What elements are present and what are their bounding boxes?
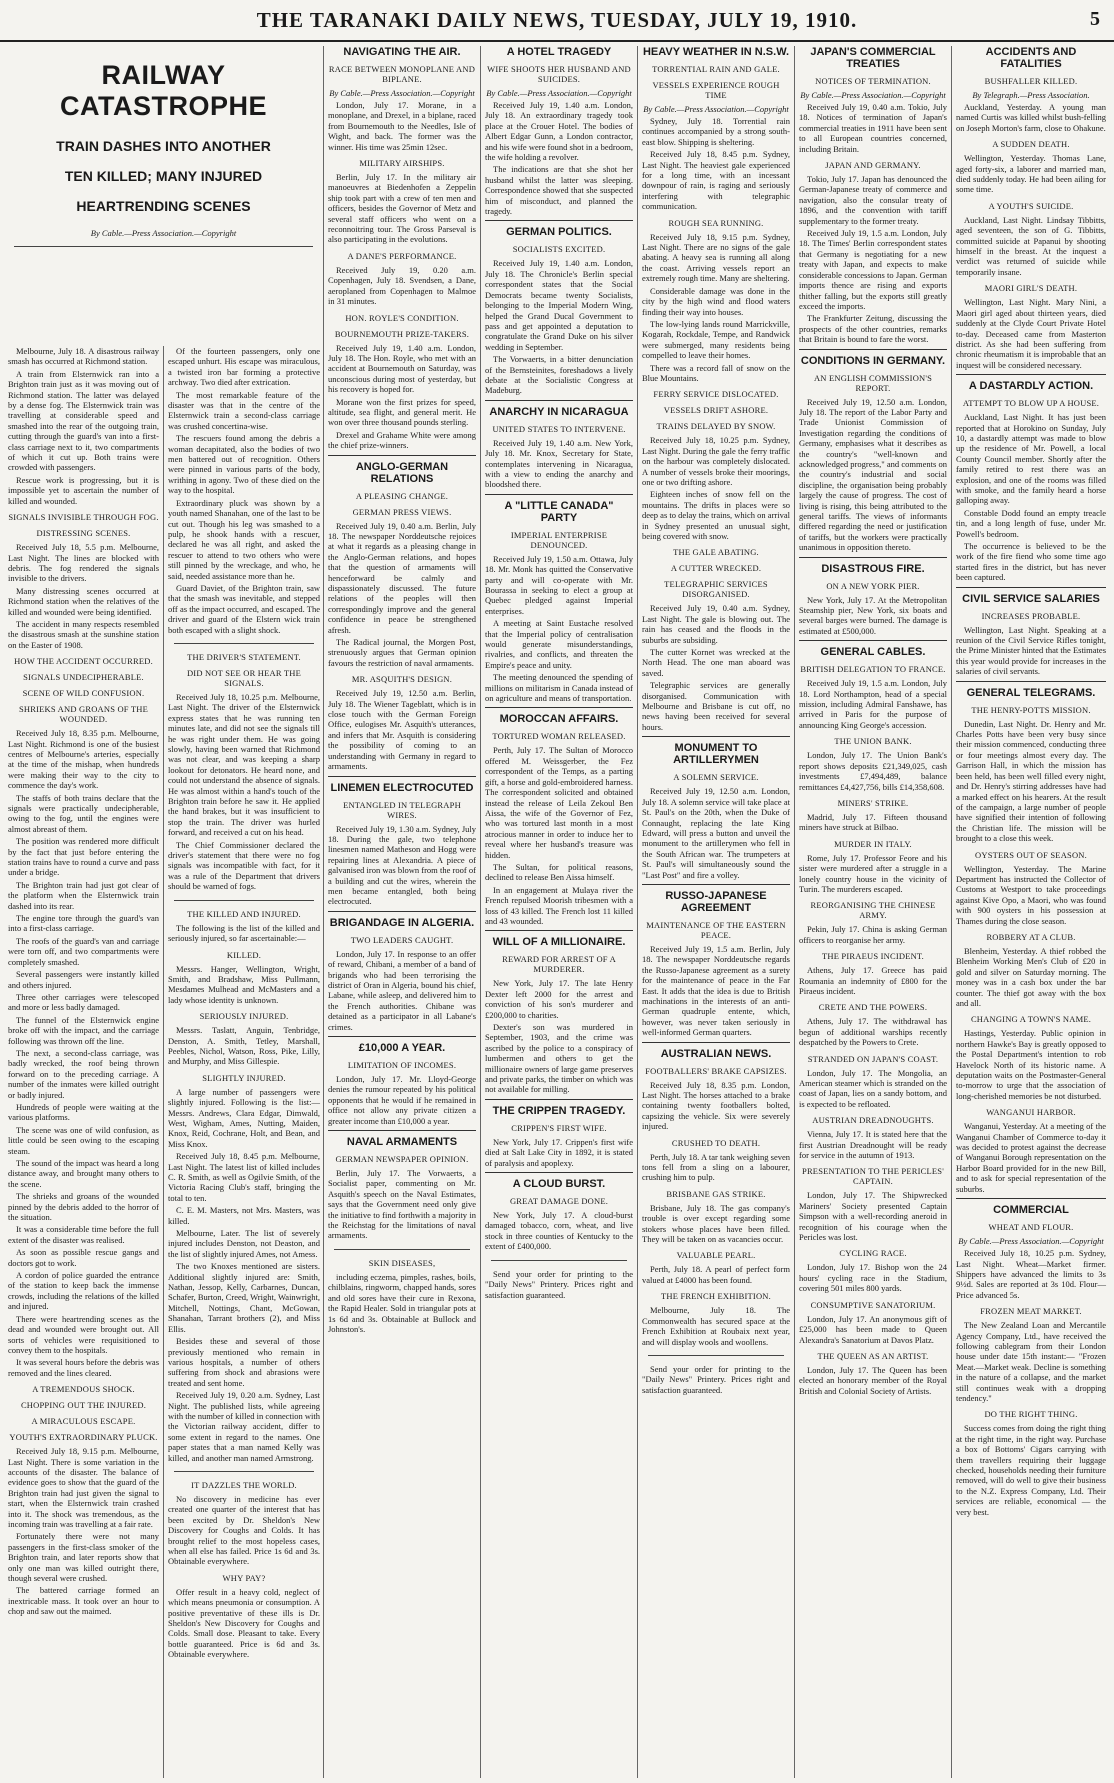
article-paragraph: Received July 18, 10.25 p.m. Sydney, Last Night. During the gale the ferry traffic on the harbour was completely dislocated. A number of vessels broke their moorings, one or two drifting ashore. <box>642 435 790 487</box>
article-paragraph: Received July 19, 0.40 a.m. Sydney, Last Night. The gale is blowing out. The rain has ceased and the floods in the suburbs are subsiding. <box>642 603 790 645</box>
subheading: SIGNALS INVISIBLE THROUGH FOG. <box>8 512 159 523</box>
article-paragraph: The two Knoxes mentioned are sisters. Additional slightly injured are: Smith, Nathan, Jessop, Kelly, Carbarnes, Duncan, Schafer, Burton, Creed, Wright, Wainwright, Mitchell, Nottings, Chant, McGowan, Shanahan, Tarrant brothers (2), and Miss Ellis. <box>168 1261 320 1334</box>
subheading: THE KILLED AND INJURED. <box>187 908 301 919</box>
article-paragraph: The meeting denounced the spending of millions on militarism in Canada instead of on agriculture and means of transportation. <box>485 672 633 704</box>
article-paragraph: Received July 19, 1.30 a.m. Sydney, July 18. During the gale, two telephone linesmen named Matheson and Hogg were repairing lines at Alexandria. A piece of galvanised iron was blown from the roof of a building and cut the wires, wherein the men became entangled, both being electrocuted. <box>328 823 476 907</box>
subheading: MAINTENANCE OF THE EASTERN PEACE. <box>646 919 786 940</box>
subheading: TORRENTIAL RAIN AND GALE. <box>652 64 780 74</box>
subheading: CRUSHED TO DEATH. <box>671 1137 761 1148</box>
article-paragraph: A meeting at Saint Eustache resolved that the Imperial policy of centralisation would generate misunderstandings, rivalries, and conflicts, and threaten the Empire's peace and unity. <box>485 618 633 670</box>
subheading: TWO LEADERS CAUGHT. <box>350 934 454 945</box>
article-paragraph: Athens, July 17. Greece has paid Roumania an indemnity of £800 for the Piraeus incident. <box>799 965 947 996</box>
headline: NAVAL ARMAMENTS <box>328 1130 476 1148</box>
subheading: HON. ROYLE'S CONDITION. <box>345 312 459 323</box>
article-paragraph: London, July 17. The Shipwrecked Mariners' Society presented Captain Simpson with a well-recording aneroid in recognition of his courage when the Pericles was lost. <box>799 1190 947 1243</box>
column-7 <box>952 46 1110 1778</box>
article-paragraph: Rescue work is progressing, but it is impossible yet to ascertain the number of killed and wounded. <box>8 474 159 506</box>
article-paragraph: The following is the list of the killed and seriously injured, so far ascertainable:— <box>168 922 320 944</box>
article-paragraph: Received July 18, 8.45 p.m. Melbourne, Last Night. The latest list of killed includes C. R. Smith, as well as Ogilvie Smith, of the Victoria Racing Club's staff, bringing the total to ten. <box>168 1151 320 1203</box>
article-paragraph: The Vorwaerts, in a bitter denunciation of the Bernsteinites, foreshadows a lively debate at the Socialistic Congress at Madeburg. <box>485 354 633 396</box>
article-paragraph: Received July 19, 0.40 a.m. Tokio, July 18. Notices of termination of Japan's commercial treaties in 1911 have been sent to all European countries concerned, including Britain. <box>799 102 947 154</box>
subheading: MINERS' STRIKE. <box>837 797 909 808</box>
headline: DISASTROUS FIRE. <box>799 557 947 575</box>
subheading: CHOPPING OUT THE INJURED. <box>20 1400 147 1411</box>
subheading: LIMITATION OF INCOMES. <box>347 1060 457 1070</box>
subheading: SIGNALS UNDECIPHERABLE. <box>23 672 144 683</box>
railway-column <box>4 46 324 1778</box>
article-paragraph: Besides these and several of those previously mentioned who remain in various hospitals, a number of others suffering from shock and abrasions were treated and sent home. <box>168 1336 320 1388</box>
article-paragraph: It was several hours before the debris was removed and the lines cleared. <box>8 1357 159 1378</box>
subheading: STRANDED ON JAPAN'S COAST. <box>807 1053 939 1064</box>
subheading: AN ENGLISH COMMISSION'S REPORT. <box>813 372 933 393</box>
article-paragraph: Auckland, Last Night. It has just been reported that at Horokino on Sunday, July 10, a dastardly attempt was made to blow up the residence of Mr. Powell, a local County Council member. Shortly after the family retired to rest there was an explosion, and one of the rooms was filled with smoke, and the family heard a horse galloping away. <box>956 412 1106 506</box>
article-paragraph: The battered carriage formed an inextricable mass. It took over an hour to chop and saw out the maimed. <box>8 1585 159 1617</box>
article-paragraph: Received July 19, 1.40 a.m. London, July 18. The Hon. Royle, who met with an accident at Bournemouth on Saturday, was unconscious during most of yesterday, but his recovery is hoped for. <box>328 342 476 395</box>
article-paragraph: Received July 19, 1.5 a.m. London, July 18. Lord Northampton, head of a special mission, including Admiral Fanshawe, has arrived in Paris for the purpose of announcing King George's accession. <box>799 678 947 730</box>
subheading: JAPAN AND GERMANY. <box>825 160 921 171</box>
headline: ACCIDENTS AND FATALITIES <box>985 46 1077 70</box>
subheading: DISTRESSING SCENES. <box>36 528 131 539</box>
article-paragraph: The Sultan, for political reasons, declined to release Ben Aissa himself. <box>485 861 633 883</box>
subheading: ENTANGLED IN TELEGRAPH WIRES. <box>343 799 461 820</box>
railway-deck-3: HEARTRENDING SCENES <box>76 198 251 214</box>
advert-text: Offer result in a heavy cold, neglect of which means pneumonia or consumption. A positive preventative of these ills is Dr. Sheldon's New Discovery for Coughs and Colds. Small dose. Pleasant to take. Every bottle guaranteed. Price is 6d and 3s. Obtainable everywhere. <box>168 1586 320 1660</box>
article-paragraph: The sound of the impact was heard a long distance away, and brought many others to the scene. <box>8 1158 159 1189</box>
article-paragraph: The Frankfurter Zeitung, discussing the prospects of the other countries, remarks that Britain is bound to fare the worst. <box>799 313 947 345</box>
subheading: ATTEMPT TO BLOW UP A HOUSE. <box>962 398 1100 409</box>
subheading: REORGANISING THE CHINESE ARMY. <box>810 900 936 921</box>
headline: THE CRIPPEN TRAGEDY. <box>485 1099 633 1117</box>
article-paragraph: Wellington, Yesterday. Thomas Lane, aged forty-six, a laborer and married man, died suddenly today. He had been ailing for some time. <box>956 153 1106 195</box>
subheading: MR. ASQUITH'S DESIGN. <box>351 674 453 685</box>
article-paragraph: Received July 19, 1.40 a.m. London, July 18. An extraordinary tragedy took place at the Crouer Hotel. The bodies of Albert Edgar Gunn, a London contractor, and his wife were found shot in a bedroom, the wife holding a revolver. <box>485 100 633 163</box>
cable-credit: By Cable.—Press Association.—Copyright <box>800 90 946 100</box>
headline: CIVIL SERVICE SALARIES <box>956 587 1106 605</box>
headline: JAPAN'S COMMERCIAL TREATIES <box>810 46 936 70</box>
article-paragraph: Wanganui, Yesterday. At a meeting of the Wanganui Chamber of Commerce to-day it was decided to protest against the decrease of Wanganui Borough representation on the Harbor Board provided for in the new Bill, and to ask for special representation of the suburbs. <box>956 1121 1106 1194</box>
article-paragraph: Received July 19, 1.5 a.m. Berlin, July 18. The newspaper Norddeutsche regards the Russo-Japanese agreement as a surety for the maintenance of peace in the Far East. It adds that the idea is due to British machinations in the interests of an anti-German quadruple entente, which, however, was never taken seriously in well-informed German quarters. <box>642 943 790 1038</box>
subheading: PRESENTATION TO THE PERICLES' CAPTAIN. <box>802 1166 944 1187</box>
subheading: OYSTERS OUT OF SEASON. <box>975 849 1087 860</box>
article-paragraph: Messrs. Taslatt, Anguin, Tenbridge, Denston, A. Smith, Tetley, Marshall, Peebles, Nichol, Watson, Ross, Pike, Lilly, and Murphy, and Miss Gillespie. <box>168 1025 320 1067</box>
subheading: SHRIEKS AND GROANS OF THE WOUNDED. <box>18 704 149 725</box>
subheading: DID NOT SEE OR HEAR THE SIGNALS. <box>186 667 302 688</box>
article-paragraph: Received July 18, 5.5 p.m. Melbourne, Last Night. The lines are blocked with debris. The fog rendered the signals invisible to the drivers. <box>8 542 159 584</box>
subheading: ROUGH SEA RUNNING. <box>668 217 764 228</box>
article-paragraph: The indications are that she shot her husband whilst the latter was sleeping. Correspondence showed that she suspected him of misconduct, and planned the tragedy. <box>485 164 633 217</box>
article-paragraph: Received July 19, 12.50 a.m. Berlin, July 18. The Wiener Tageblatt, which is in close touch with the German Foreign Office, eulogises Mr. Asquith's utterances, and infers that Mr. Asquith is considering the possibility of coming to an understanding with Germany in regard to armaments. <box>328 688 476 772</box>
article-paragraph: Received July 18, 8.45 p.m. Sydney, Last Night. The heaviest gale experienced for a long time, with an incessant downpour of rain, is raging and seriously interfering with telegraphic communication. <box>642 149 790 212</box>
cable-credit: By Cable.—Press Association.—Copyright <box>329 88 475 98</box>
railway-deck-1: TRAIN DASHES INTO ANOTHER <box>56 138 271 154</box>
article-paragraph: Received July 19, 1.40 a.m. London, July 18. The Chronicle's Berlin special correspondent states that the Social Democrats became twenty Socialists, belonging to the Imperial Modern Wing, helped the Grand Ducal Government to pass and get appointed a deputation to congratulate the Grand Duke on his silver wedding in September. <box>485 258 633 352</box>
column-6 <box>795 46 952 1778</box>
article-paragraph: In an engagement at Mulaya river the French repulsed Moorish tribesmen with a loss of 43 killed. The French lost 11 killed and 43 wounded. <box>485 884 633 926</box>
article-paragraph: Many distressing scenes occurred at Richmond station when the relatives of the killed and wounded were being identified. <box>8 585 159 617</box>
article-paragraph: Considerable damage was done in the city by the high wind and flood waters finding their way into houses. <box>642 285 790 317</box>
article-paragraph: London, July 17. Morane, in a monoplane, and Drexel, in a biplane, raced from Bournemouth to the Needles, Isle of Wight, and back. The former was the winner. His time was 25min 12sec. <box>328 100 476 152</box>
article-paragraph: The accident in many respects resembled the disastrous smash at the sunshine station on the Easter of 1908. <box>8 618 159 650</box>
article-paragraph: Perth, July 18. A tar tank weighing seven tons fell from a sling on a labourer, crushing him to pulp. <box>642 1151 790 1183</box>
article-paragraph: Of the fourteen passengers, only one escaped unhurt. His escape was miraculous, a twisted iron bar forming a protective archway. Two died after extrication. <box>168 346 320 388</box>
headline: HEAVY WEATHER IN N.S.W. <box>642 46 790 58</box>
article-paragraph: Received July 19, 1.5 a.m. London, July 18. The Times' Berlin correspondent states that Germany is negotiating for a new treaty with Japan, and expects to make considerable concessions to Japan. German imports thence are rising and exports thither falling, but the exports still greatly exceed the imports. <box>799 228 947 311</box>
railway-column-right <box>164 346 324 1778</box>
article-paragraph: The occurrence is believed to be the work of the fire fiend who some time ago started fires in the district, but has never been captured. <box>956 541 1106 583</box>
subheading: BRITISH DELEGATION TO FRANCE. <box>800 664 946 675</box>
article-paragraph: Guard Daviet, of the Brighton train, saw that the smash was inevitable, and stepped off as the impact occurred, and escaped. The driver and guard of the Elstern wick train both escaped with a slight shock. <box>168 582 320 635</box>
article-paragraph: London, July 17. Mr. Lloyd-George denies the rumour repeated by his political opponents that he would if he remained in office not allow any private citizen a greater income than £10,000 a year. <box>328 1074 476 1126</box>
divider <box>648 1355 784 1356</box>
divider <box>174 1471 314 1472</box>
subheading: GREAT DAMAGE DONE. <box>509 1196 609 1207</box>
subheading: A SUDDEN DEATH. <box>992 139 1070 150</box>
subheading: SLIGHTLY INJURED. <box>202 1072 286 1083</box>
article-paragraph: Berlin, July 17. The Vorwaerts, a Socialist paper, commenting on Mr. Asquith's speech on the Naval Estimates, says that the Government need only give the initiative to find forthwith a majority in the Reichstag for the limitations of naval armaments. <box>328 1168 476 1241</box>
subheading: TORTURED WOMAN RELEASED. <box>492 731 626 742</box>
article-paragraph: Athens, July 17. The withdrawal has begun of additional warships recently despatched by the Powers to Crete. <box>799 1016 947 1048</box>
subheading: YOUTH'S EXTRAORDINARY PLUCK. <box>9 1432 158 1443</box>
subheading: THE DRIVER'S STATEMENT. <box>187 651 301 662</box>
railway-headline: RAILWAY CATASTROPHE <box>60 60 267 121</box>
article-paragraph: Sydney, July 18. Torrential rain continues accompanied by a strong south-east blow. Shipping is sheltering. <box>642 116 790 147</box>
subheading: A DANE'S PERFORMANCE. <box>347 250 457 261</box>
headline: £10,000 A YEAR. <box>328 1036 476 1054</box>
divider <box>174 900 314 901</box>
subheading: CHANGING A TOWN'S NAME. <box>970 1014 1092 1025</box>
article-paragraph: As soon as possible rescue gangs and doctors got to work. <box>8 1247 159 1268</box>
cable-credit: By Cable.—Press Association.—Copyright <box>643 104 789 114</box>
article-paragraph: There were heartrending scenes as the dead and wounded were brought out. All sorts of vehicles were requisitioned to convey them to the hospitals. <box>8 1313 159 1355</box>
article-paragraph: Received July 18, 9.15 p.m. Melbourne, Last Night. There is some variation in the accounts of the disaster. The balance of evidence goes to show that the guard of the Brighton train had just given the signal to start, when the Elsternwick train crashed into it. The shock was tremendous, as the incoming train was travelling at a fair rate. <box>8 1446 159 1529</box>
article-paragraph: Several passengers were instantly killed and others injured. <box>8 969 159 990</box>
subheading: UNITED STATES TO INTERVENE. <box>492 423 626 434</box>
article-paragraph: Received July 18, 8.35 p.m. London, Last Night. The horses attached to a brake containing twenty footballers bolted, capsizing the vehicle. Six were severely injured. <box>642 1079 790 1132</box>
subheading: ON A NEW YORK PIER. <box>826 580 920 591</box>
article-paragraph: The cutter Kornet was wrecked at the North Head. The one man aboard was saved. <box>642 647 790 678</box>
headline: CONDITIONS IN GERMANY. <box>799 349 947 367</box>
article-paragraph: It was a considerable time before the full extent of the disaster was realised. <box>8 1224 159 1245</box>
subheading: KILLED. <box>226 949 262 960</box>
article-paragraph: London, July 17. Bishop won the 24 hours' cycling race in the Stadium, covering 501 miles 800 yards. <box>799 1262 947 1294</box>
article-paragraph: The rescuers found among the debris a woman decapitated, also the bodies of two men battered out of recognition. Others were pinned in various parts of the body, writhing in agony. Two of these died on the way to the hospital. <box>168 433 320 496</box>
headline: MONUMENT TO ARTILLERYMEN <box>642 736 790 766</box>
article-paragraph: The roofs of the guard's van and carriage were torn off, and two compartments were completely smashed. <box>8 935 159 967</box>
subheading: GERMAN NEWSPAPER OPINION. <box>335 1154 469 1165</box>
article-paragraph: The funnel of the Elsternwick engine broke off with the impact, and the carriage following was thrown off the line. <box>8 1014 159 1046</box>
headline: ANARCHY IN NICARAGUA <box>485 400 633 418</box>
article-paragraph: Success comes from doing the right thing at the right time, in the right way. Purchase a box of Bottoms' Cigars carrying with them travellers requiring their luggage checked, households needing their furniture removed, will do well to give their business to the N.Z. Express Company, Ltd. Their services are reliable, economical — the very best. <box>956 1423 1106 1517</box>
subheading: BUSHFALLER KILLED. <box>984 76 1078 86</box>
page-number: 5 <box>1090 8 1100 30</box>
article-paragraph: The staffs of both trains declare that the signals were practically undecipherable, owing to the fog, until the engines were almost abreast of them. <box>8 792 159 834</box>
headline: WILL OF A MILLIONAIRE. <box>485 930 633 948</box>
headline: AUSTRALIAN NEWS. <box>642 1042 790 1060</box>
article-paragraph: Dexter's son was murdered in September, 1903, and the crime was ascribed by the police to a conspiracy of lumbermen and others to get the millionaire owners of large game preserves and private parks, the timber on which was not available for milling. <box>485 1022 633 1095</box>
headline: GENERAL CABLES. <box>799 640 947 658</box>
article-paragraph: The low-lying lands round Marrickville, Kogarah, Rockdale, Tempe, and Randwick were submerged, many residents being compelled to leave their homes. <box>642 318 790 361</box>
subheading: IMPERIAL ENTERPRISE DENOUNCED. <box>510 529 608 550</box>
article-paragraph: The next, a second-class carriage, was badly wrecked, the roof being thrown forward on to the preceding carriage. A number of the inmates were killed outright or badly injured. <box>8 1047 159 1100</box>
article-paragraph: Received July 19, 1.50 a.m. Ottawa, July 18. Mr. Monk has quitted the Conservative party and will co-operate with Mr. Bourassa in seeking to elect a group at Quebec pledged against Imperial enterprises. <box>485 553 633 616</box>
subheading: MAORI GIRL'S DEATH. <box>984 283 1078 294</box>
article-paragraph: London, July 17. An anonymous gift of £25,000 has been made to Queen Alexandra's Sanatorium at Davos Platz. <box>799 1313 947 1345</box>
headline: GERMAN POLITICS. <box>485 220 633 238</box>
article-paragraph: London, July 17. The Queen has been elected an honorary member of the Royal British and Colonial Society of Artists. <box>799 1364 947 1396</box>
article-paragraph: Brisbane, July 18. The gas company's trouble is over except regarding some stokers whose places have been filled. They will be taken on as vacancies occur. <box>642 1202 790 1245</box>
article-paragraph: The Brighton train had just got clear of the platform when the Elsternwick train dashed into its rear. <box>8 879 159 911</box>
subheading: SCENE OF WILD CONFUSION. <box>22 688 145 699</box>
subheading: BOURNEMOUTH PRIZE-TAKERS. <box>334 328 470 339</box>
subheading: THE FRENCH EXHIBITION. <box>661 1291 771 1302</box>
article-paragraph: Received July 19, 12.50 a.m. London, July 18. A solemn service will take place at St. Paul's on the 20th, when the Duke of Connaught, replacing the late King Edward, will press a button and unveil the monument to the artillerymen who fell in the South African war. The trumpeters at St. Paul's will simultaneously sound the "Last Post" and fire a volley. <box>642 786 790 880</box>
headline: A CLOUD BURST. <box>485 1172 633 1190</box>
article-paragraph: Received July 19, 12.50 a.m. London, July 18. The report of the Labor Party and Trade Unionist Commission of Investigation regarding the conditions of Germany, emphasises what it describes as the country's "well-known and acknowledged progress," and comments on the country's industrial and social discipline, the organisation being probably largely the cause of progress. The cost of living is rising, this being attributed to the general tariffs. The views of informants differed regarding the need or justification of tariffs, but the workers were practically unanimous in opposition thereto. <box>799 396 947 553</box>
cable-credit: By Cable.—Press Association.—Copyright <box>90 228 237 238</box>
article-paragraph: Received July 19, 1.40 a.m. New York, July 18. Mr. Knox, Secretary for State, contemplates intervening in Nicaragua, with a view to ending the anarchy and bloodshed there. <box>485 437 633 490</box>
article-paragraph: C. E. M. Masters, not Mrs. Masters, was killed. <box>168 1205 320 1226</box>
divider <box>334 1249 470 1250</box>
subheading: MURDER IN ITALY. <box>834 838 912 849</box>
article-paragraph: Melbourne, July 18. A disastrous railway smash has occurred at Richmond station. <box>8 346 159 367</box>
headline: RUSSO-JAPANESE AGREEMENT <box>642 884 790 914</box>
divider <box>14 246 313 247</box>
subheading: FERRY SERVICE DISLOCATED. <box>653 389 779 400</box>
advert-text: including eczema, pimples, rashes, boils, chilblains, ringworm, chapped hands, sores and old sores have their cure in Rexona, the Rapid Healer. Sold in triangular pots at 1s 6d and 3s. Obtainable at Bullock and Johnston's. <box>328 1271 476 1334</box>
article-paragraph: Morane won the first prizes for speed, altitude, sea flight, and general merit. He won over three thousand pounds sterling. <box>328 396 476 428</box>
article-paragraph: Perth, July 17. The Sultan of Morocco offered M. Weissgerber, the Fez correspondent of the Temps, as a parting gift, a horse and gold-embroidered harness. The correspondent solicited and obtained instead the release of Leila Zekoul Ben Aissa, the wife of the Governor of Fez, who was tortured last month in a most atrocious manner in order to induce her to reveal where her husband's treasure was hidden. <box>485 745 633 860</box>
subheading: VALUABLE PEARL. <box>676 1250 756 1261</box>
headline: A DASTARDLY ACTION. <box>956 374 1106 392</box>
article-paragraph: Dunedin, Last Night. Dr. Henry and Mr. Charles Potts have been very busy since their mission commenced, conducting three or four meetings almost every day. The Garrison Hall, in which the mission has been held, has been well filled every night, and Dr. Henry's stirring addresses have had a marked effect on his hearers. At the result of the campaign, a large number of people have signified their intention of following the Christian life. The mission will be brought to a close this week. <box>956 718 1106 844</box>
article-paragraph: Tokio, July 17. Japan has denounced the German-Japanese treaty of commerce and navigation, also the consular treaty of 1896, and the convention with tariff supplementary to the former treaty. <box>799 174 947 226</box>
article-paragraph: Vienna, July 17. It is stated here that the first Austrian Dreadnought will be ready for service in the autumn of 1913. <box>799 1129 947 1161</box>
article-paragraph: Extraordinary pluck was shown by a youth named Shanahan, one of the last to be cut out. Though his leg was smashed to a pulp, he shook hands with a rescuer, declared he was all right, and asked the rescuer to attend to two others who were still pinned by the wreckage, and who, he said, needed assistance more than he. <box>168 497 320 581</box>
article-paragraph: Auckland, Last Night. Lindsay Tibbitts, aged seventeen, the son of G. Tibbitts, committed suicide at Papanui by shooting himself in the breast. At the inquest a verdict was returned of suicide while temporarily insane. <box>956 214 1106 277</box>
advert-heading: IT DAZZLES THE WORLD. <box>191 1479 297 1490</box>
advert-text: Send your order for printing to the "Daily News" Printery. Prices right and satisfaction guaranteed. <box>642 1363 790 1395</box>
subheading: CRIPPEN'S FIRST WIFE. <box>511 1122 607 1133</box>
column-3 <box>324 46 481 1778</box>
subheading: A CUTTER WRECKED. <box>670 563 762 574</box>
article-paragraph: A train from Elsternwick ran into a Brighton train just as it was moving out of Richmond station. The latter was delayed by a dense fog. The Elsternwick train was travelling at considerable speed and smashed into the rear of the outgoing train, cutting through the guard's van into a first-class carriage next to it, two compartments of which it cut up. Both trains were crowded with passengers. <box>8 368 159 473</box>
article-paragraph: Eighteen inches of snow fell on the mountains. The drifts in places were so deep as to delay the trains, which on arrival in Sydney presented an unusual sight, being covered with snow. <box>642 489 790 541</box>
subheading: THE HENRY-POTTS MISSION. <box>971 704 1091 715</box>
subheading: SERIOUSLY INJURED. <box>199 1011 289 1022</box>
subheading: CYCLING RACE. <box>839 1248 907 1259</box>
article-paragraph: Three other carriages were telescoped and more or less badly damaged. <box>8 991 159 1013</box>
advert-heading: SKIN DISEASES, <box>368 1257 436 1268</box>
subheading: THE PIRAEUS INCIDENT. <box>821 951 925 962</box>
subheading: GERMAN PRESS VIEWS. <box>352 506 452 517</box>
article-paragraph: Madrid, July 17. Fifteen thousand miners have struck at Bilbao. <box>799 811 947 833</box>
article-paragraph: Received July 18, 8.35 p.m. Melbourne, Last Night. Richmond is one of the busiest centres of Melbourne's arteries, especially at the time of the mishap, when hundreds were making their way to the city to commence the day's work. <box>8 728 159 791</box>
telegraph-credit: By Telegraph.—Press Association. <box>972 90 1090 100</box>
article-paragraph: The Radical journal, the Morgen Post, strenuously argues that German opinion favours the restriction of naval armaments. <box>328 637 476 668</box>
subheading: CRETE AND THE POWERS. <box>818 1002 928 1013</box>
subheading: TELEGRAPHIC SERVICES DISORGANISED. <box>664 579 768 600</box>
article-paragraph: The position was rendered more difficult by the fact that just before entering the station trains have to round a curve and pass under a bridge. <box>8 836 159 878</box>
article-paragraph: London, July 17. In response to an offer of reward, Chibani, a member of a band of brigands who had been terrorising the district of Oran in Algeria, bound his chief, Labane, while asleep, and delivered him to the French authorities. Chibane was detained as a participator in all Labane's crimes. <box>328 948 476 1032</box>
article-paragraph: New York, July 17. Crippen's first wife died at Salt Lake City in 1892, it is stated of paralysis and apoplexy. <box>485 1136 633 1168</box>
article-paragraph: Melbourne, July 18. The Commonwealth has secured space at the French Exhibition at Roubaix next year, and will display wools and woollens. <box>642 1305 790 1347</box>
article-paragraph: The Chief Commissioner declared the driver's statement that there were no fog signals was incompatible with fact, for it was a rule of the Department that drivers should be warned of fogs. <box>168 839 320 892</box>
subheading: A TREMENDOUS SHOCK. <box>32 1384 135 1395</box>
divider <box>491 1260 627 1261</box>
article-paragraph: Received July 19, 0.40 a.m. Berlin, July 18. The newspaper Norddeutsche rejoices at what it regards as a pleasing change in the Anglo-German relations, and hopes that the question of armaments will henceforward be calmly and dispassionately discussed. The future relations of the peoples will then correspondingly improve and the general confidence in peace be strengthened afresh. <box>328 520 476 635</box>
subheading: HOW THE ACCIDENT OCCURRED. <box>14 656 153 667</box>
article-paragraph: Blenheim, Yesterday. A thief robbed the Blenheim Working Men's Club of £20 in gold and silver on Saturday morning. The money was in a cash box under the bar counter. The thief got away with the box and all. <box>956 945 1106 1008</box>
subheading: THE UNION BANK. <box>834 736 912 747</box>
subheading: A PLEASING CHANGE. <box>355 490 449 501</box>
subheading: A MIRACULOUS ESCAPE. <box>31 1416 136 1427</box>
headline: BRIGANDAGE IN ALGERIA. <box>328 911 476 929</box>
article-paragraph: Received July 18, 10.25 p.m. Sydney, Last Night. Wheat—Market firmer. Shippers have advanced the limits to 3s 9½d. Sales are reported at 3s 10d. Flour—Price advanced 5s. <box>956 1248 1106 1300</box>
subheading: THE GALE ABATING. <box>673 547 759 558</box>
headline: GENERAL TELEGRAMS. <box>956 681 1106 699</box>
subheading: A SOLEMN SERVICE. <box>673 772 759 783</box>
article-paragraph: The scene was one of wild confusion, as little could be seen owing to the escaping steam. <box>8 1124 159 1156</box>
article-paragraph: Received July 19, 0.20 a.m. Sydney, Last Night. The published lists, while agreeing with the number of killed in connection with the Victorian railway accident, differ to some extent in regard to the names. One paper states that a man named Kelly was killed, and another man named Armstrong. <box>168 1390 320 1463</box>
cable-credit: By Cable.—Press Association.—Copyright <box>486 88 632 98</box>
headline: ANGLO-GERMAN RELATIONS <box>328 455 476 485</box>
subheading: AUSTRIAN DREADNOUGHTS. <box>812 1115 934 1126</box>
cable-credit: By Cable.—Press Association.—Copyright <box>958 1236 1104 1247</box>
article-paragraph: Auckland, Yesterday. A young man named Curtis was killed whilst bush-felling on Joseph Morton's farm, close to Ohakune. <box>956 102 1106 133</box>
subheading: FOOTBALLERS' BRAKE CAPSIZES. <box>645 1065 787 1076</box>
advert-text: No discovery in medicine has ever created one quarter of the interest that has been excited by Dr. Sheldon's New Discovery for Coughs and Colds. It has brought relief to the most hopeless cases, when all else has failed. Price 1s 6d and 3s. Obtainable everywhere. <box>168 1493 320 1567</box>
subheading: THE QUEEN AS AN ARTIST. <box>817 1350 929 1361</box>
subheading: WHEAT AND FLOUR. <box>988 1222 1074 1233</box>
article-paragraph: The most remarkable feature of the disaster was that in the centre of the Elsternwick train a second-class carriage was crushed concertina-wise. <box>168 389 320 431</box>
article-paragraph: A large number of passengers were slightly injured. Following is the list:— Messrs. Andrews, Clara Edgar, Dimwald, West, Wigham, Ames, Nutting, Maiden, Knox, Reid, Cochrane, Holt, and Bean, and Miss Knox. <box>168 1086 320 1149</box>
divider <box>174 643 314 644</box>
subheading: INCREASES PROBABLE. <box>981 610 1081 621</box>
article-paragraph: New York, July 17. The late Henry Dexter left 2000 for the arrest and conviction of his son's murderer and £200,000 to charities. <box>485 978 633 1020</box>
article-paragraph: Wellington, Last Night. Speaking at a reunion of the Civil Service Rifles tonight, the Prime Minister hinted that the Estimates this year would provide for increases in the salaries of civil servants. <box>956 624 1106 677</box>
subheading: A YOUTH'S SUICIDE. <box>988 200 1074 211</box>
subheading: RACE BETWEEN MONOPLANE AND BIPLANE. <box>328 64 476 84</box>
article-paragraph: London, July 17. The Union Bank's report shows deposits £21,349,025, cash investments £7,494,489, balance remittances £4,427,756, bills £14,358,608. <box>799 750 947 792</box>
article-paragraph: Wellington, Last Night. Mary Nini, a Maori girl aged about thirteen years, died suddenly at the Clyde Court Private Hotel to-day. Deceased came from Masterton district. As she had been suffering from chronic rheumatism it is improbable that an inquest will be considered necessary. <box>956 297 1106 370</box>
column-4 <box>481 46 638 1778</box>
article-paragraph: New York, July 17. At the Metropolitan Steamship pier, New York, six boats and several barges were burned. The damage is estimated at £500,000. <box>799 594 947 636</box>
subheading: REWARD FOR ARREST OF A MURDERER. <box>502 954 616 975</box>
article-paragraph: Rome, July 17. Professor Feore and his sister were murdered after a struggle in a lonely country house in the vicinity of Turin. The murderers escaped. <box>799 852 947 894</box>
masthead <box>0 0 1114 42</box>
subheading: ROBBERY AT A CLUB. <box>986 931 1076 942</box>
article-paragraph: Received July 18, 10.25 p.m. Melbourne, Last Night. The driver of the Elsternwick express states that he was running ten minutes late, and did not see the signals till he was right under them. He was going slowly, having been warned that Richmond was not clear, and was keeping a sharp lookout for detonators. He heard none, and could not understand the absence of signals. He was almost within a hand's touch of the Brighton train before he saw it. He applied the hand brakes, but it was insufficient to stop the train. The driver was hurled forward, and received a cut on his head. <box>168 691 320 838</box>
article-paragraph: Berlin, July 17. In the military air manoeuvres at Biedenhofen a Zeppelin ship took part with a crew of ten men and officers, besides the Governor of Metz and several staff officers who went on a reconnoitring tour. The Gross Parseval is also participating in the evolutions. <box>328 172 476 245</box>
railway-deck-2: TEN KILLED; MANY INJURED <box>64 168 263 184</box>
subheading: VESSELS EXPERIENCE ROUGH TIME <box>652 80 780 100</box>
article-paragraph: Received July 18, 9.15 p.m. Sydney, Last Night. There are no signs of the gale abating. A heavy sea is running all along the coast. Arriving vessels report an extremely rough time. Many are sheltering. <box>642 231 790 284</box>
article-paragraph: Received July 19, 0.20 a.m. Copenhagen, July 18. Svendsen, a Dane, aeroplaned from Copenhagen to Malmoe in 31 minutes. <box>328 264 476 307</box>
article-paragraph: New York, July 17. A cloud-burst damaged tobacco, corn, wheat, and live stock in three counties of Kentucky to the extent of £400,000. <box>485 1210 633 1252</box>
subheading: WIFE SHOOTS HER HUSBAND AND SUICIDES. <box>487 64 631 84</box>
article-paragraph: Fortunately there were not many passengers in the first-class smoker of the Brighton train, and later reports show that only one man was killed outright there, though several were crushed. <box>8 1531 159 1583</box>
subheading: DO THE RIGHT THING. <box>984 1409 1078 1420</box>
article-paragraph: Melbourne, Later. The list of severely injured includes Denston, not Deaston, and the list of slightly injured Ames, not Amess. <box>168 1228 320 1259</box>
article-paragraph: The shrieks and groans of the wounded pinned by the debris added to the horror of the situation. <box>8 1191 159 1223</box>
subheading: CONSUMPTIVE SANATORIUM. <box>810 1299 936 1310</box>
article-paragraph: Pekin, July 17. China is asking German officers to reorganise her army. <box>799 924 947 945</box>
article-paragraph: Wellington, Yesterday. The Marine Department has instructed the Collector of Customs at Westport to take proceedings against Kive Opo, a Maori, who was found with 900 oysters in his possession at Thames during the close season. <box>956 863 1106 926</box>
headline: A HOTEL TRAGEDY <box>506 46 612 58</box>
article-paragraph: Perth, July 18. A pearl of perfect form valued at £4000 has been found. <box>642 1264 790 1285</box>
subheading: TRAINS DELAYED BY SNOW. <box>656 421 776 432</box>
subheading: VESSELS DRIFT ASHORE. <box>663 405 769 416</box>
headline: LINEMEN ELECTROCUTED <box>328 776 476 794</box>
article-paragraph: Messrs. Hanger, Wellington, Wright, Smith, and Bradshaw, Miss Pullmann, Mesdames Mulhead and McMasters and a lady whose identity is unknown. <box>168 963 320 1005</box>
article-paragraph: Constable Dodd found an empty treacle tin, and a long length of fuse, under Mr. Powell's bedroom. <box>956 507 1106 539</box>
advert-heading: WHY PAY? <box>222 1572 266 1583</box>
railway-column-left <box>4 346 164 1778</box>
headline: MOROCCAN AFFAIRS. <box>485 707 633 725</box>
article-paragraph: The engine tore through the guard's van into a first-class carriage. <box>8 913 159 934</box>
article-paragraph: There was a record fall of snow on the Blue Mountains. <box>642 362 790 383</box>
subheading: SOCIALISTS EXCITED. <box>512 244 606 255</box>
headline: A "LITTLE CANADA" PARTY <box>485 494 633 524</box>
subheading: FROZEN MEAT MARKET. <box>980 1306 1082 1317</box>
article-paragraph: Hundreds of people were waiting at the various platforms. <box>8 1101 159 1123</box>
newspaper-title: THE TARANAKI DAILY NEWS, TUESDAY, JULY 19, 1910. <box>256 8 858 32</box>
subheading: WANGANUI HARBOR. <box>986 1107 1076 1118</box>
article-paragraph: London, July 17. The Mongolia, an American steamer which is stranded on the coast of Japan, lies on a sandy bottom, and is expected to be refloated. <box>799 1067 947 1109</box>
advert-text: Send your order for printing to the "Daily News" Printery. Prices right and satisfaction guaranteed. <box>485 1268 633 1300</box>
subheading: NOTICES OF TERMINATION. <box>815 76 931 86</box>
article-paragraph: Telegraphic services are generally disorganised. Communication with Melbourne and Brisbane is cut off, no news having been received for several hours. <box>642 680 790 732</box>
headline: NAVIGATING THE AIR. <box>343 46 461 58</box>
article-paragraph: Drexel and Grahame White were among the chief prize-winners. <box>328 429 476 451</box>
page-columns <box>4 46 1110 1778</box>
headline: COMMERCIAL <box>956 1198 1106 1216</box>
subheading: BRISBANE GAS STRIKE. <box>666 1188 766 1199</box>
article-paragraph: A cordon of police guarded the entrance of the station to keep back the immense crowds, including the relations of the killed and injured. <box>8 1270 159 1312</box>
subheading: MILITARY AIRSHIPS. <box>359 158 445 169</box>
article-paragraph: The New Zealand Loan and Mercantile Agency Company, Ltd., have received the following cablegram from their London house under date 15th instant:— "Frozen Meat.—Market weak. Decline is something in the nature of a collapse, and the market still continues weak with a dropping tendency." <box>956 1320 1106 1403</box>
article-paragraph: Hastings, Yesterday. Public opinion in northern Hawke's Bay is greatly opposed to the Postal Department's intention to rob Havelock North of its historic name. A deputation waits on the Postmaster-General to-morrow to urge that the association of long-cherished memories be not disturbed. <box>956 1028 1106 1101</box>
column-5 <box>638 46 795 1778</box>
